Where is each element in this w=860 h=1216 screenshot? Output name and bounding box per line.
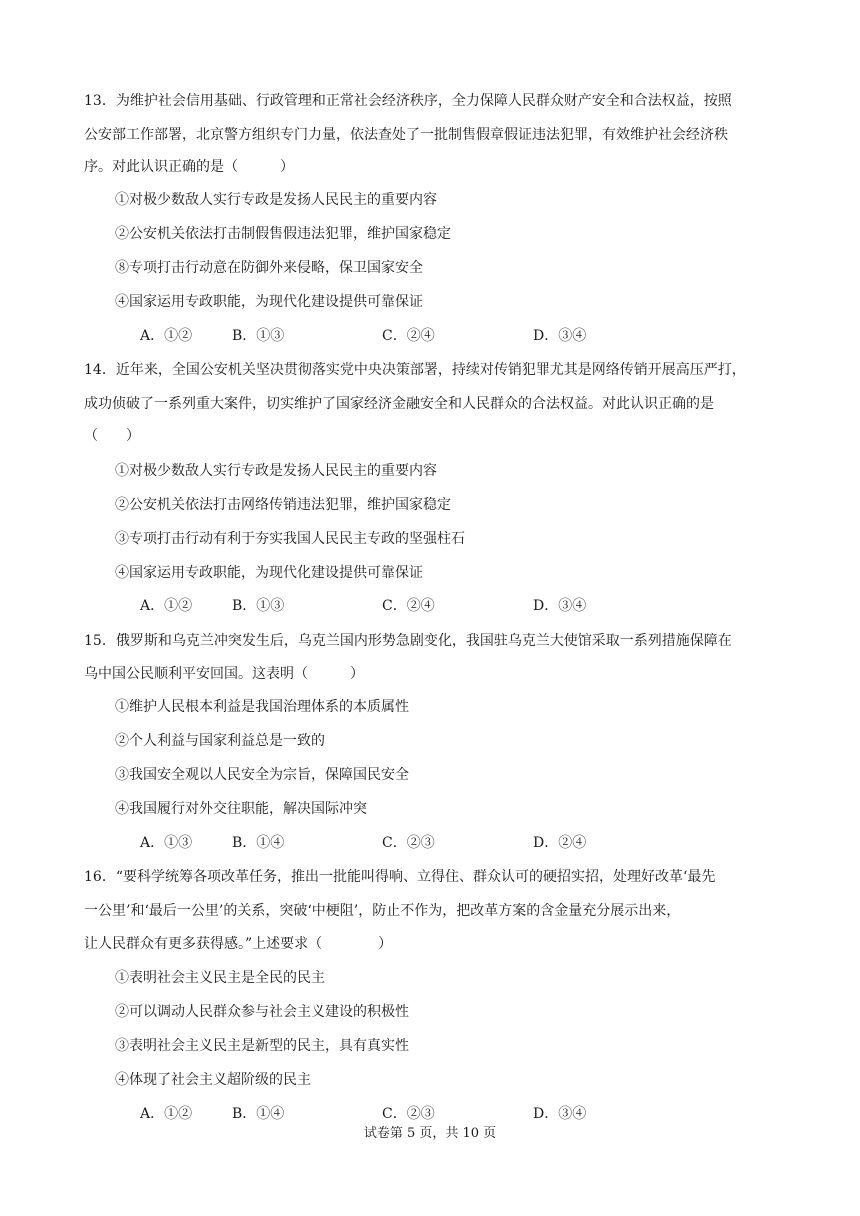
answer-choice-b: B．①③: [232, 598, 285, 614]
question-stem-line: 15．俄罗斯和乌克兰冲突发生后，乌克兰国内形势急剧变化，我国驻乌克兰大使馆采取一系列措施保障在: [84, 633, 732, 649]
question-stem-line: 成功侦破了一系列重大案件，切实维护了国家经济金融安全和人民群众的合法权益。对此认识正确的是: [84, 396, 714, 412]
statement-option: ③专项打击行动有利于夯实我国人民民主专政的坚强柱石: [115, 531, 465, 547]
answer-choice-c: C．②③: [382, 835, 435, 851]
answer-choice-d: D．③④: [533, 328, 587, 344]
statement-option: ①对极少数敌人实行专政是发扬人民民主的重要内容: [115, 192, 437, 208]
answer-choice-d: D．③④: [533, 598, 587, 614]
question-stem-line: 一公里’和‘最后一公里’的关系，突破‘中梗阻’，防止不作为，把改革方案的含金量充分展示出来，: [84, 903, 681, 919]
statement-option: ②公安机关依法打击网络传销违法犯罪，维护国家稳定: [115, 497, 451, 513]
question-stem-line: 13．为维护社会信用基础、行政管理和正常社会经济秩序，全力保障人民群众财产安全和合法权益，按照: [84, 93, 732, 109]
question-stem-line: 14．近年来，全国公安机关坚决贯彻落实党中央决策部署，持续对传销犯罪尤其是网络传销开展高压严打，: [84, 362, 746, 378]
statement-option: ①对极少数敌人实行专政是发扬人民民主的重要内容: [115, 463, 437, 479]
statement-option: ②公安机关依法打击制假售假违法犯罪，维护国家稳定: [115, 226, 451, 242]
statement-option: ①表明社会主义民主是全民的民主: [115, 970, 325, 986]
question-stem-line: 乌中国公民顺利平安回国。这表明（ ）: [84, 666, 364, 682]
statement-option: ④国家运用专政职能，为现代化建设提供可靠保证: [115, 294, 423, 310]
answer-choice-b: B．①④: [232, 835, 285, 851]
answer-choice-c: C．②③: [382, 1106, 435, 1122]
statement-option: ④国家运用专政职能，为现代化建设提供可靠保证: [115, 565, 423, 581]
answer-choice-d: D．②④: [533, 835, 587, 851]
answer-choice-b: B．①③: [232, 328, 285, 344]
answer-choice-d: D．③④: [533, 1106, 587, 1122]
answer-choice-a: A．①③: [140, 835, 193, 851]
statement-option: ④我国履行对外交往职能，解决国际冲突: [115, 801, 367, 817]
question-stem-line: 公安部工作部署，北京警方组织专门力量，依法查处了一批制售假章假证违法犯罪，有效维护社会经济秩: [84, 127, 728, 143]
statement-option: ①维护人民根本利益是我国治理体系的本质属性: [115, 699, 409, 715]
answer-choice-c: C．②④: [382, 328, 435, 344]
answer-choice-b: B．①④: [232, 1106, 285, 1122]
answer-choice-a: A．①②: [140, 328, 193, 344]
question-stem-line: 序。对此认识正确的是（ ）: [84, 159, 294, 175]
statement-option: ③我国安全观以人民安全为宗旨，保障国民安全: [115, 767, 409, 783]
statement-option: ⑧专项打击行动意在防御外来侵略，保卫国家安全: [115, 260, 423, 276]
answer-choice-a: A．①②: [140, 598, 193, 614]
question-stem-line: 让人民群众有更多获得感。”上述要求（ ）: [84, 936, 393, 952]
question-stem-line: 16．“要科学统筹各项改革任务，推出一批能叫得响、立得住、群众认可的硬招实招，处理好改革‘最先: [84, 869, 716, 885]
page-footer: 试卷第 5 页，共 10 页: [363, 1126, 497, 1141]
answer-choice-a: A．①②: [140, 1106, 193, 1122]
question-stem-line: （ ）: [84, 428, 140, 444]
answer-choice-c: C．②④: [382, 598, 435, 614]
statement-option: ③表明社会主义民主是新型的民主，具有真实性: [115, 1038, 409, 1054]
statement-option: ②个人利益与国家利益总是一致的: [115, 733, 325, 749]
statement-option: ④体现了社会主义超阶级的民主: [115, 1072, 311, 1088]
statement-option: ②可以调动人民群众参与社会主义建设的积极性: [115, 1004, 409, 1020]
